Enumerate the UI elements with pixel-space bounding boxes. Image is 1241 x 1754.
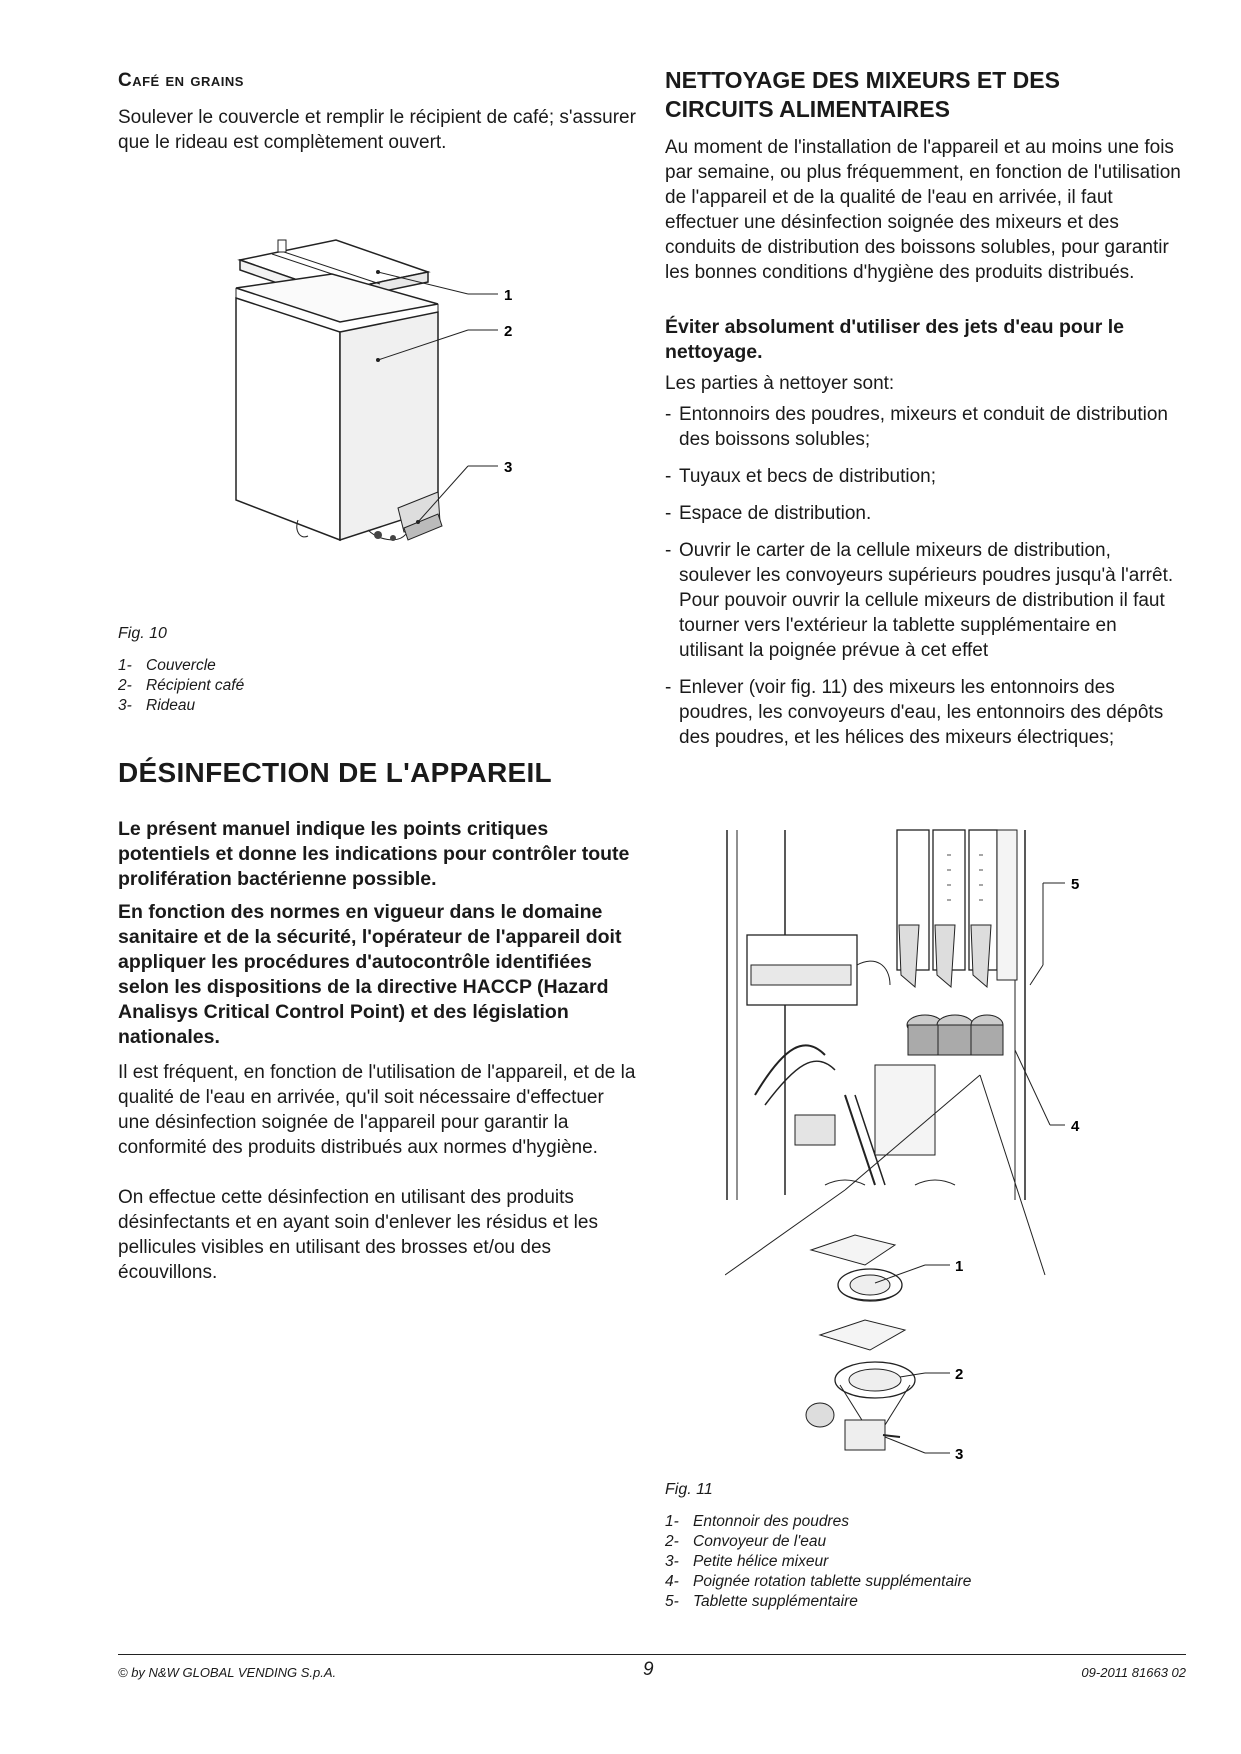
list-item: - Espace de distribution. xyxy=(665,503,872,524)
list-item: - Tuyaux et becs de distribution; xyxy=(665,466,936,487)
legend-item: 1- Entonnoir des poudres xyxy=(665,1513,849,1530)
parts-intro: Les parties à nettoyer sont: xyxy=(665,373,895,394)
page-number: 9 xyxy=(643,1659,654,1680)
paragraph-3: Il est fréquent, en fonction de l'utilisation de l'appareil, et de la qualité de l'eau en arrivée, qu'il soit nécessaire d'effectuer une désinfection soignée de l'appareil pour garantir la conformité des produits distribués aux normes d'hygiène. xyxy=(118,1062,636,1158)
paragraph-4: On effectue cette désinfection en utilisant des produits désinfectants et en ayant soin d'enlever les résidus et les pellicules visibles en utilisant des brosses et/ou des écouvillons. xyxy=(118,1187,598,1283)
parts-list xyxy=(665,402,1185,750)
footer-doc-ref: 09-2011 81663 02 xyxy=(1081,1665,1186,1680)
legend-item: 5- Tablette supplémentaire xyxy=(665,1593,858,1610)
fig-11-legend xyxy=(665,1512,971,1612)
callout-4: 4 xyxy=(1071,1118,1080,1135)
legend-item: 4- Poignée rotation tablette supplémentaire xyxy=(665,1573,972,1590)
list-item: - Ouvrir le carter de la cellule mixeurs de distribution, soulever les convoyeurs supérieurs poudres jusqu'à l'arrêt. Pour pouvoir ouvrir la cellule mixeurs de distribution il faut tourner vers l'extérieur la tablette supplémentaire en utilisant la poignée prévue à cet effet xyxy=(665,540,1174,661)
legend-item: 2- Récipient café xyxy=(118,677,245,694)
list-item: - Enlever (voir fig. 11) des mixeurs les entonnoirs des poudres, les convoyeurs d'eau, les entonnoirs des dépôts des poudres, et les hélices des mixeurs électriques; xyxy=(665,677,1164,748)
footer-copyright: © by N&W GLOBAL VENDING S.p.A. xyxy=(118,1665,337,1680)
section-heading-cafe: Café en grains xyxy=(118,70,244,91)
cafe-intro: Soulever le couvercle et remplir le récipient de café; s'assurer que le rideau est complètement ouvert. xyxy=(118,107,636,153)
legend-item: 1- Couvercle xyxy=(118,657,216,674)
callout-1: 1 xyxy=(955,1258,964,1275)
warning-text: Éviter absolument d'utiliser des jets d'eau pour le nettoyage. xyxy=(665,316,1124,363)
nettoyage-intro: Au moment de l'installation de l'appareil et au moins une fois par semaine, ou plus fréquemment, en fonction de l'utilisation de l'appareil et de la qualité de l'eau en arrivée, il faut effectuer une désinfection soignée des mixeurs et des conduits de distribution des boissons solubles, pour garantir les bonnes conditions d'hygiène des produits distribués. xyxy=(665,137,1181,283)
container-shape xyxy=(236,298,340,540)
fig-10-caption: Fig. 10 xyxy=(118,625,167,642)
callout-2: 2 xyxy=(955,1366,964,1383)
bold-paragraph-1: Le présent manuel indique les points critiques potentiels et donne les indications pour contrôler toute prolifération bactérienne possible. xyxy=(118,818,630,890)
figure-10-coffee-hopper xyxy=(228,230,648,600)
callout-5: 5 xyxy=(1071,876,1080,893)
legend-item: 2- Convoyeur de l'eau xyxy=(665,1533,827,1550)
callout-1: 1 xyxy=(504,287,513,304)
figure-11-mixer-assembly xyxy=(725,825,1185,1475)
callout-3: 3 xyxy=(504,459,513,476)
page-footer xyxy=(118,1654,1186,1680)
desinfection-heading: DÉSINFECTION DE L'APPAREIL xyxy=(118,757,552,788)
fig-11-caption: Fig. 11 xyxy=(665,1481,713,1498)
callout-2: 2 xyxy=(504,323,513,340)
legend-item: 3- Petite hélice mixeur xyxy=(665,1553,829,1570)
legend-item: 3- Rideau xyxy=(118,697,196,714)
bold-paragraph-2: En fonction des normes en vigueur dans le domaine sanitaire et de la sécurité, l'opérateur de l'appareil doit appliquer les procédures d'autocontrôle identifiées selon les dispositions de la directive HACCP (Hazard Analisys Critical Control Point) et des législation nationales. xyxy=(118,901,622,1048)
nettoyage-heading: NETTOYAGE DES MIXEURS ET DES CIRCUITS ALIMENTAIRES xyxy=(665,67,1060,122)
list-item: - Entonnoirs des poudres, mixeurs et conduit de distribution des boissons solubles; xyxy=(665,404,1168,450)
fig-10-legend xyxy=(118,656,244,716)
callout-3: 3 xyxy=(955,1446,964,1463)
